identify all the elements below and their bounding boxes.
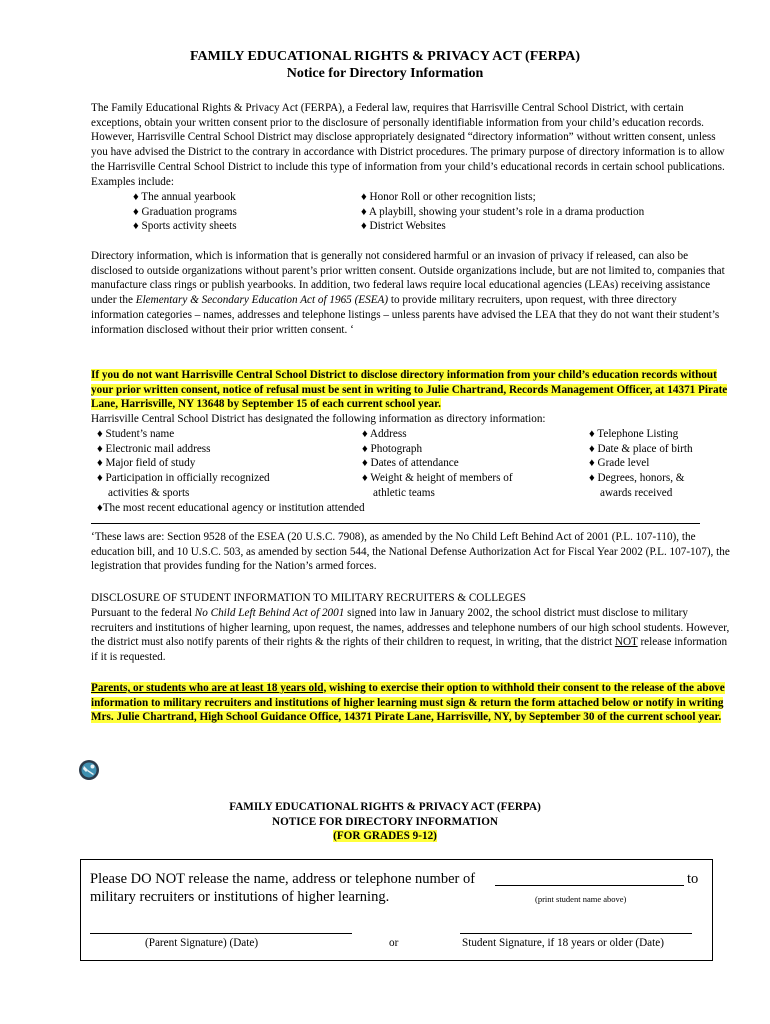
form-title-1: FAMILY EDUCATIONAL RIGHTS & PRIVACY ACT (FERPA) [229, 801, 541, 813]
example-item: ♦ A playbill, showing your student’s role in a drama production [361, 205, 645, 218]
disclosure-paragraph [91, 606, 731, 665]
form-title-3 [0, 829, 770, 844]
disclosure-text-1: Pursuant to the federal [91, 607, 195, 619]
example-item: ♦ Graduation programs [133, 205, 237, 218]
designated-last-item: ♦The most recent educational agency or institution attended [97, 502, 365, 514]
or-label: or [389, 937, 399, 949]
form-titles [0, 800, 770, 844]
disclosure-text-2: signed into law in January 2002, the school district must disclose to military recruiters and institutions of higher learning, upon request, the names, addresses and telephone numbers of our high school students. However, the district must also notify parents of their rights & the rights of their children to request, in writing, that the district [91, 607, 730, 649]
form-line-2: military recruiters or institutions of higher learning. [90, 889, 390, 905]
page-title: FAMILY EDUCATIONAL RIGHTS & PRIVACY ACT (FERPA) [190, 49, 580, 64]
designated-item: awards received [600, 486, 673, 499]
form-line-1-end: to [687, 871, 699, 887]
disclosure-heading: DISCLOSURE OF STUDENT INFORMATION TO MILITARY RECRUITERS & COLLEGES [91, 592, 527, 604]
student-signature-field[interactable] [460, 933, 692, 934]
directory-text-after: to provide military recruiters, upon request, with three directory information categories – names, addresses and telephone listings – unless parents have advised the LEA that they do not want their student’s information disclosed without their prior written consent. ‘ [91, 294, 720, 336]
refusal-notice [91, 368, 731, 412]
directory-text-before: Directory information, which is information that is generally not considered harmful or an invasion of privacy if released, can also be disclosed to outside organizations without parent’s prior written consent. Outside organizations include, but are not limited to, companies that manufacture class rings or publish yearbooks. In addition, two federal laws require local educational agencies (LEAs) receiving assistance under the [91, 250, 725, 307]
designated-item: ♦ Weight & height of members of [362, 472, 513, 485]
withhold-rest: , wishing to exercise their option to withhold their consent to the release of the above information to military recruiters and institutions of higher learning must sign & return the form attached below or notify in writing Mrs. Julie Chartrand, High School Guidance Office, 14371 Pirate Lane, Harrisville, NY, by September 30 of the current school year. [91, 682, 725, 724]
disclosure-text-3: release information if it is requested. [91, 636, 728, 664]
form-grade-range: (FOR GRADES 9-12) [333, 830, 437, 842]
nclb-law-name: No Child Left Behind Act of 2001 [194, 607, 345, 619]
student-name-field[interactable] [495, 885, 684, 886]
designated-item: ♦ Participation in officially recognized [97, 472, 270, 485]
examples-left [133, 190, 237, 234]
student-signature-label: Student Signature, if 18 years or older (Date) [462, 937, 664, 949]
form-title-2: NOTICE FOR DIRECTORY INFORMATION [272, 815, 498, 828]
parent-signature-label: (Parent Signature) (Date) [145, 937, 259, 949]
footnote: ‘These laws are: Section 9528 of the ESEA (20 U.S.C. 7908), as amended by the No Child Left Behind Act of 2001 (P.L. 107-110), the education bill, and 10 U.S.C. 503, as amended by section 544, the National Defense Authorization Act for Fiscal Year 2002 (P.L. 107-107), the legistration that provides funding for the Nation’s armed forces. [91, 531, 730, 573]
designated-item: ♦ Grade level [589, 457, 650, 470]
form-line-1: Please DO NOT release the name, address or telephone number of [90, 871, 476, 887]
designated-item: ♦ Major field of study [97, 457, 196, 470]
example-item: ♦ Sports activity sheets [133, 220, 237, 233]
designated-col-3 [589, 427, 693, 501]
esea-act-name: Elementary & Secondary Education Act of 1965 (ESEA) [135, 294, 389, 307]
designated-item: ♦ Degrees, honors, & [589, 472, 685, 485]
designated-item: ♦ Date & place of birth [589, 442, 693, 455]
designated-item: ♦ Dates of attendance [362, 457, 459, 470]
footnote-divider [91, 523, 700, 524]
designated-col-1 [97, 427, 270, 501]
designated-item: ♦ Photograph [362, 442, 423, 455]
designated-intro: Harrisville Central School District has designated the following information as directory information: [91, 413, 546, 425]
designated-item: ♦ Telephone Listing [589, 428, 679, 440]
tools-icon [78, 759, 100, 781]
designated-item: ♦ Student’s name [97, 428, 175, 440]
designated-item: athletic teams [373, 486, 435, 499]
not-word: NOT [614, 636, 638, 649]
withhold-notice [91, 681, 731, 725]
withhold-underlined: Parents, or students who are at least 18 years old [91, 682, 324, 694]
example-item: ♦ District Websites [361, 220, 446, 233]
example-item: ♦ The annual yearbook [133, 191, 236, 203]
designated-item: ♦ Address [362, 428, 407, 440]
print-name-label: (print student name above) [535, 894, 627, 904]
designated-item: activities & sports [108, 486, 190, 499]
refusal-highlight: If you do not want Harrisville Central School District to disclose directory information from your child’s education records without your prior written consent, notice of refusal must be sent in writing to Julie Chartrand, Records Management Officer, at 14371 Pirate Lane, Harrisville, NY 13648 by September 15 of each current school year. [91, 369, 728, 411]
intro-paragraph: The Family Educational Rights & Privacy Act (FERPA), a Federal law, requires that Harrisville Central School District, with certain exceptions, obtain your written consent prior to the disclosure of personally identifiable information from your child’s education records. However, Harrisville Central School District may disclose appropriately designated “directory information” without written consent, unless you have advised the District to the contrary in accordance with District procedures. The primary purpose of directory information is to allow the Harrisville Central School District to include this type of information from your child’s educational records in certain school publications. Examples include: [91, 102, 725, 188]
page-subtitle: Notice for Directory Information [286, 66, 484, 81]
designated-col-2 [362, 427, 513, 501]
parent-signature-field[interactable] [90, 933, 352, 934]
directory-paragraph [91, 249, 731, 337]
examples-right [361, 190, 644, 234]
example-item: ♦ Honor Roll or other recognition lists; [361, 191, 536, 203]
designated-item: ♦ Electronic mail address [97, 442, 211, 455]
